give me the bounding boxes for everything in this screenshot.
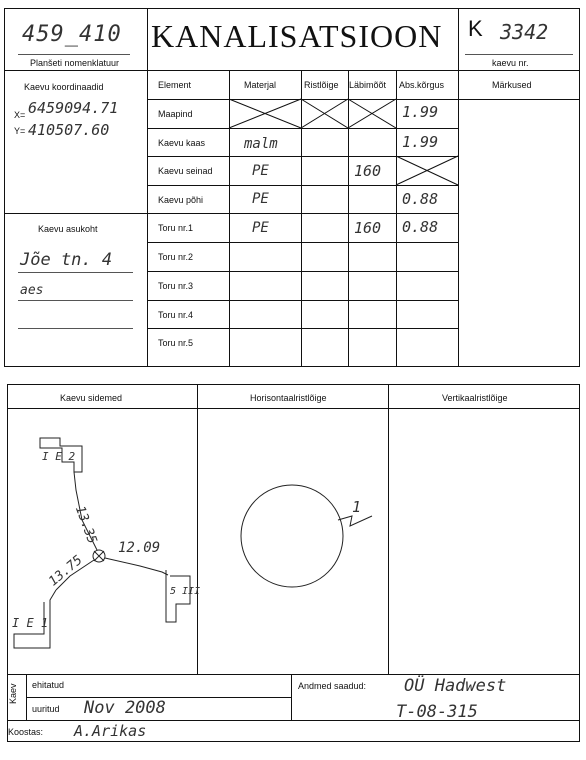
- row-label: Toru nr.5: [158, 338, 194, 348]
- y-coordinate-value: 410507.60: [28, 121, 110, 139]
- col-header-notes: Märkused: [492, 80, 532, 90]
- form-border-right: [579, 8, 580, 366]
- row-label: Toru nr.2: [158, 252, 194, 262]
- table-col-line: [396, 70, 397, 366]
- col-header-material: Materjal: [244, 80, 277, 90]
- distance-label: 13.35: [71, 504, 100, 546]
- bottom-form-header-line: [7, 408, 579, 409]
- table-row-line: [147, 156, 458, 157]
- cell-material: PE: [252, 191, 269, 207]
- row-label: Toru nr.4: [158, 310, 194, 320]
- field-underline: [18, 54, 130, 55]
- cell-diameter: 160: [354, 219, 382, 237]
- well-number-prefix: K: [468, 16, 483, 41]
- footer-top-line: [7, 674, 580, 675]
- cell-elevation: 0.88: [402, 190, 439, 208]
- row-label: Kaevu põhi: [158, 195, 204, 205]
- field-underline: [465, 54, 573, 55]
- cell-elevation: 1.99: [402, 133, 439, 151]
- connection-line: [105, 558, 168, 575]
- row-label: Toru nr.1: [158, 223, 194, 233]
- building-mark: I E 1: [12, 616, 49, 630]
- table-row-line: [147, 185, 458, 186]
- divider-left-sections: [4, 213, 148, 214]
- pipe-number: 1: [352, 498, 362, 516]
- col-header-element: Element: [158, 80, 192, 90]
- nomenclature-label: Planšeti nomenklatuur: [30, 58, 120, 68]
- col-header-cross-section: Ristlõige: [304, 80, 339, 90]
- cell-elevation: 0.88: [402, 218, 439, 236]
- table-row-line: [147, 300, 458, 301]
- table-row-line: [147, 271, 458, 272]
- footer-bottom-line: [7, 741, 580, 742]
- pipe-indicator: [338, 516, 372, 526]
- table-col-line: [229, 70, 230, 366]
- col-header-elevation: Abs.kõrgus: [399, 80, 445, 90]
- location-line1: Jõe tn. 4: [20, 250, 113, 270]
- field-underline: [18, 328, 133, 329]
- bottom-form-divider: [388, 384, 389, 674]
- location-label: Kaevu asukoht: [38, 224, 98, 234]
- coordinates-label: Kaevu koordinaadid: [24, 82, 104, 92]
- data-source-value: OÜ Hadwest: [404, 676, 507, 696]
- cell-material: malm: [244, 136, 278, 152]
- footer-divider: [291, 674, 292, 720]
- cell-material: PE: [252, 220, 269, 236]
- compiled-value: A.Arikas: [74, 722, 147, 740]
- bottom-form-border-top: [7, 384, 579, 385]
- cell-material: PE: [252, 163, 269, 179]
- row-label: Maapind: [158, 109, 193, 119]
- y-label: Y=: [14, 126, 26, 136]
- table-row-line: [147, 328, 458, 329]
- horizontal-section-circle: [241, 485, 343, 587]
- cross-mark: [229, 99, 301, 128]
- building-mark: 5 III: [170, 586, 201, 597]
- bottom-form-border-right: [579, 384, 580, 741]
- data-source-code: T-08-315: [396, 702, 478, 722]
- building-mark: I E 2: [42, 450, 76, 463]
- row-label: Kaevu kaas: [158, 138, 206, 148]
- location-line2: aes: [20, 283, 44, 298]
- x-label: X=: [14, 110, 26, 120]
- built-label: ehitatud: [32, 680, 65, 690]
- cross-mark: [301, 99, 348, 128]
- well-marker-cross: [94, 551, 104, 561]
- data-source-label: Andmed saadud:: [298, 681, 367, 691]
- measured-label: uuritud: [32, 704, 60, 714]
- table-row-line: [147, 242, 458, 243]
- nomenclature-value: 459_410: [22, 22, 122, 47]
- horizontal-section-label: Horisontaalristlõige: [250, 393, 327, 403]
- cell-elevation: 1.99: [402, 103, 439, 121]
- table-col-line: [348, 70, 349, 366]
- table-row-line: [147, 128, 458, 129]
- well-number-label: kaevu nr.: [492, 58, 529, 68]
- cross-mark: [348, 99, 396, 128]
- form-border-left: [4, 8, 5, 366]
- footer-mid-line: [7, 720, 580, 721]
- measured-value: Nov 2008: [84, 698, 166, 718]
- bottom-form-divider: [197, 384, 198, 674]
- page-title: KANALISATSIOON: [151, 18, 443, 54]
- distance-label: 12.09: [118, 540, 161, 556]
- connections-label: Kaevu sidemed: [60, 393, 123, 403]
- row-label: Kaevu seinad: [158, 166, 213, 176]
- well-marker: [93, 550, 105, 562]
- compiled-label: Koostas:: [8, 727, 44, 737]
- cell-diameter: 160: [354, 162, 382, 180]
- table-col-line: [301, 70, 302, 366]
- cross-mark: [396, 156, 458, 185]
- table-row-line: [147, 213, 458, 214]
- divider-header-row: [4, 70, 580, 71]
- form-border-bottom: [4, 366, 580, 367]
- distance-label: 13.75: [46, 552, 86, 590]
- x-coordinate-value: 6459094.71: [28, 99, 119, 117]
- vertical-section-label: Vertikaalristlõige: [442, 393, 508, 403]
- row-label: Toru nr.3: [158, 281, 194, 291]
- well-number-value: 3342: [500, 20, 549, 44]
- divider-right-column: [458, 8, 459, 366]
- col-header-diameter: Läbimõõt: [349, 80, 387, 90]
- field-underline: [18, 300, 133, 301]
- field-underline: [18, 272, 133, 273]
- table-row-line: [147, 99, 580, 100]
- form-border-top: [4, 8, 579, 9]
- divider-left-column: [147, 8, 148, 366]
- well-label: Kaev: [8, 683, 18, 704]
